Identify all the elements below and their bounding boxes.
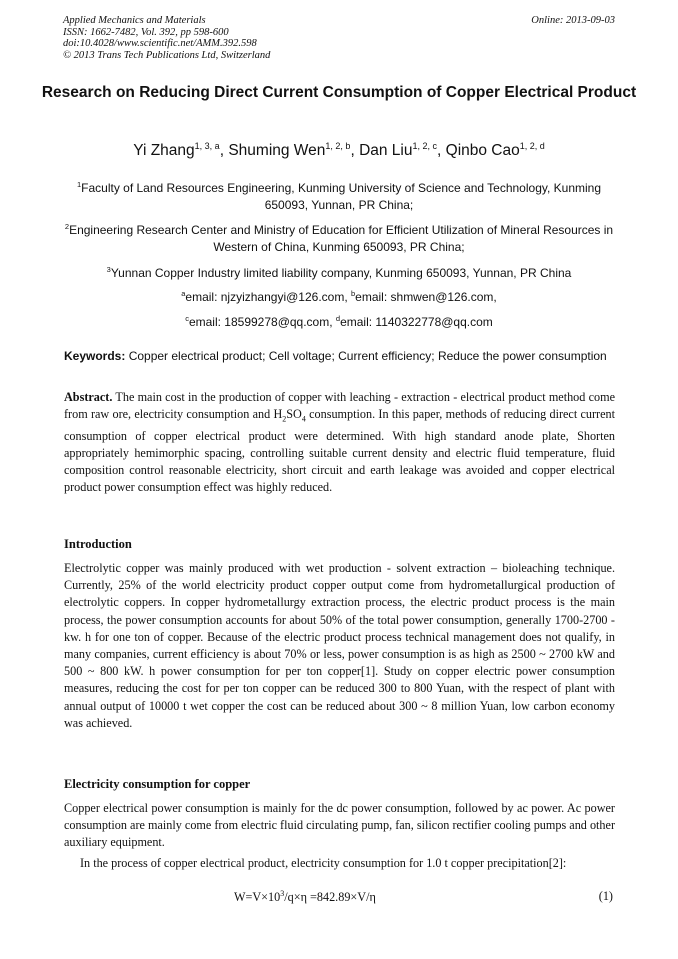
author-sup: 1, 2, c bbox=[412, 141, 438, 151]
author: Qinbo Cao bbox=[445, 142, 520, 160]
abstract-text: The main cost in the production of copper with leaching - extraction - electrical product method come from raw ore, electricity consumption and H bbox=[64, 390, 615, 422]
equation-body bbox=[234, 889, 376, 905]
affiliation-text: Engineering Research Center and Ministry of Education for Efficient Utilization of Mineral Resources in Western of China, Kunming 650093, PR China; bbox=[69, 223, 614, 254]
affiliation-text: Faculty of Land Resources Engineering, Kunming University of Science and Technology, Kunming 650093, Yunnan, PR China; bbox=[81, 181, 602, 212]
author: Yi Zhang bbox=[133, 142, 195, 160]
subscript: 2 bbox=[282, 414, 287, 424]
doi-line: doi:10.4028/www.scientific.net/AMM.392.598 bbox=[63, 38, 257, 49]
keywords bbox=[64, 348, 615, 365]
affiliation-sup: 3 bbox=[106, 265, 111, 274]
affiliation-sup: 1 bbox=[76, 180, 82, 189]
section-heading-electricity: Electricity consumption for copper bbox=[64, 777, 251, 791]
abstract bbox=[64, 389, 615, 497]
author-sep: , bbox=[437, 142, 446, 160]
journal-name: Applied Mechanics and Materials bbox=[63, 15, 206, 26]
equation-exponent: 3 bbox=[280, 889, 285, 898]
affiliation-1 bbox=[58, 176, 620, 214]
email-sup: b bbox=[351, 289, 356, 298]
introduction-paragraph: Electrolytic copper was mainly produced with wet production - solvent extraction – bioleaching technique. Currently, 25% of the world electricity product copper output come from hydrometallurgical production of electrolytic coppers. In copper hydrometallurgy extraction process, the electric product process is the main process, the power consumption accounts for about 50% of the total power consumption, generally 1700-2700 - kw. h for one ton of copper. Because of the electric product process technical management does not qualify, in many companies, current efficiency is about 70% or less, power consumption is as high as 2500 ~ 2700 kW and 500 ~ 800 kW. h power consumption for per ton copper[1]. Study on copper electric power consumption measures, reducing the cost for per ton copper can be reduced 300 to 800 Yuan, with the respect of plant with annual output of 10000 t wet copper the cost can be reduced about 300 ~ 8 million Yuan, low carbon economy was achieved. bbox=[64, 561, 615, 730]
electricity-paragraph-2: In the process of copper electrical product, electricity consumption for 1.0 t copper precipitation[2]: bbox=[80, 856, 567, 870]
affiliation-2 bbox=[58, 218, 620, 256]
equation-part: W=V×10 bbox=[234, 890, 281, 905]
copyright-line: © 2013 Trans Tech Publications Ltd, Switzerland bbox=[63, 49, 271, 61]
equation-part: /q×η =842.89×V/η bbox=[284, 890, 376, 905]
email-sup: d bbox=[335, 314, 341, 323]
author-sup: 1, 3, a bbox=[194, 141, 220, 151]
author-sup: 1, 2, d bbox=[519, 141, 545, 151]
email-line-2 bbox=[58, 310, 620, 331]
author: Dan Liu bbox=[359, 142, 413, 160]
email-sup: c bbox=[185, 314, 189, 323]
email-text: email: 1140322778@qq.com bbox=[340, 315, 493, 329]
author-sep: , bbox=[350, 142, 360, 160]
subscript: 4 bbox=[301, 414, 306, 424]
email-sup: a bbox=[181, 289, 186, 298]
abstract-text: SO bbox=[286, 407, 302, 422]
author: Shuming Wen bbox=[228, 142, 326, 160]
affiliation-3 bbox=[58, 261, 620, 282]
author-sep: , bbox=[219, 142, 229, 160]
affiliation-sup: 2 bbox=[64, 222, 70, 231]
electricity-paragraph-1: Copper electrical power consumption is mainly for the dc power consumption, followed by ac power. Ac power consumption are mainly come from electric fluid circulating pump, fan, silicon rectifier cooling pumps and other auxiliary equipment. bbox=[64, 801, 615, 850]
abstract-text: consumption. In this paper, methods of reducing direct current consumption of copper electrical product were determined. With high standard anode plate, Shorten appropriately hemimorphic spacing, controlling suitable current density and electric fluid temperature, fluid composition control reasonable electricity, short circuit and earth leakage was avoided and copper electrical product power consumption effect was highly reduced. bbox=[64, 407, 616, 495]
issn-line: ISSN: 1662-7482, Vol. 392, pp 598-600 bbox=[63, 26, 229, 38]
section-heading-introduction: Introduction bbox=[64, 537, 132, 551]
email-text: email: njzyizhangyi@126.com, bbox=[185, 290, 351, 304]
author-sup: 1, 2, b bbox=[325, 141, 351, 151]
email-text: email: shmwen@126.com, bbox=[355, 290, 497, 304]
online-date: Online: 2013-09-03 bbox=[531, 15, 615, 26]
author-list bbox=[40, 141, 638, 160]
keywords-label: Keywords: bbox=[64, 349, 126, 363]
journal-header bbox=[63, 15, 615, 61]
equation-number: (1) bbox=[598, 889, 613, 903]
abstract-label: Abstract. bbox=[64, 390, 113, 404]
email-text: email: 18599278@qq.com, bbox=[188, 315, 336, 329]
paper-title: Research on Reducing Direct Current Consumption of Copper Electrical Product bbox=[41, 84, 637, 101]
affiliation-text: Yunnan Copper Industry limited liability company, Kunming 650093, Yunnan, PR China bbox=[110, 266, 572, 280]
email-line-1 bbox=[58, 285, 620, 306]
keywords-text: Copper electrical product; Cell voltage; Current efficiency; Reduce the power consumption bbox=[125, 349, 607, 363]
